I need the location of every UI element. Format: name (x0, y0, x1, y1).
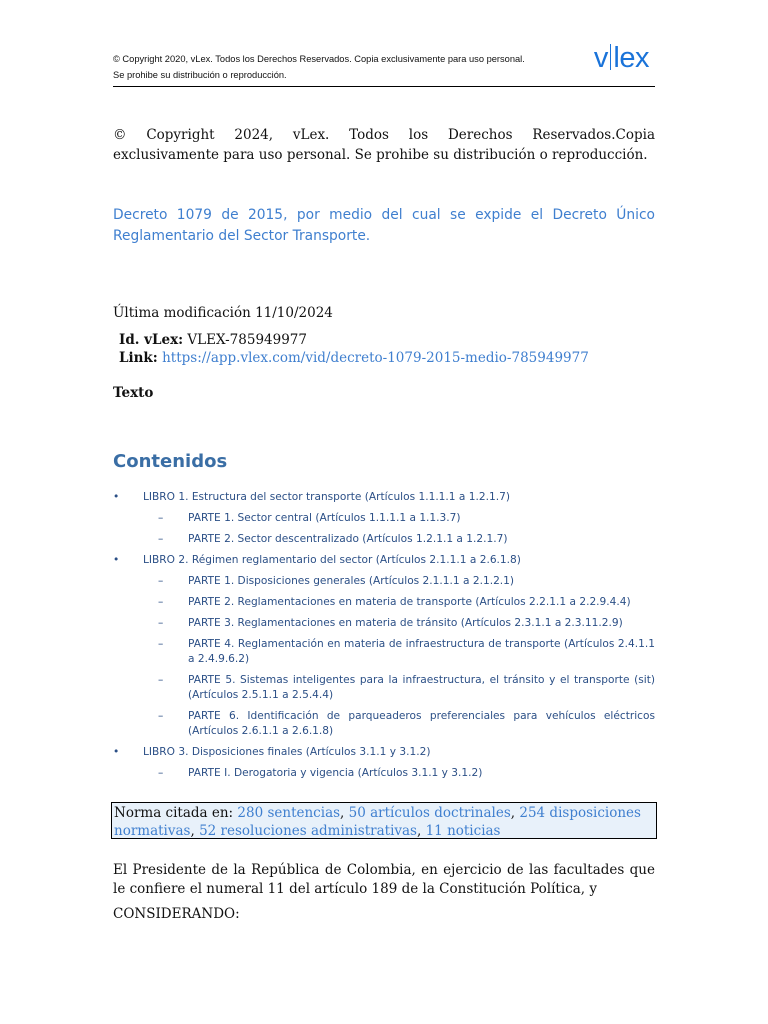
toc-parte-item[interactable] (113, 511, 655, 526)
link-label: Link: (119, 350, 158, 366)
toc-item-text[interactable]: PARTE 4. Reglamentación en materia de infraestructura de transporte (Artículos 2.4.1.1 a 2.4.9.6.2) (188, 638, 655, 665)
toc-libro-item[interactable] (113, 553, 655, 568)
toc-item-text[interactable]: PARTE 1. Sector central (Artículos 1.1.1.1 a 1.1.3.7) (188, 512, 461, 524)
link-row (119, 349, 589, 367)
texto-heading: Texto (113, 385, 154, 401)
link-resoluciones-administrativas[interactable]: 52 resoluciones administrativas (199, 823, 417, 839)
toc-item-text[interactable]: PARTE 2. Reglamentaciones en materia de transporte (Artículos 2.2.1.1 a 2.2.9.4.4) (188, 596, 631, 608)
toc-parte-item[interactable] (113, 673, 655, 703)
considerando-heading: CONSIDERANDO: (113, 906, 240, 922)
header-copyright-line1: © Copyright 2020, vLex. Todos los Derechos Reservados. Copia exclusivamente para uso personal. (113, 54, 525, 64)
copyright-notice: © Copyright 2024, vLex. Todos los Derechos Reservados.Copia exclusivamente para uso personal. Se prohibe su distribución o reproducción. (113, 127, 655, 163)
vlex-logo (594, 42, 649, 75)
logo-divider (610, 44, 612, 70)
toc-item-text[interactable]: LIBRO 2. Régimen reglamentario del sector (Artículos 2.1.1.1 a 2.6.1.8) (143, 554, 521, 566)
logo-lex: lex (613, 42, 649, 74)
dash-marker: – (158, 674, 164, 686)
dash-marker: – (158, 533, 164, 545)
bullet-marker: • (113, 746, 120, 758)
dash-marker: – (158, 767, 164, 779)
dash-marker: – (158, 596, 164, 608)
toc-libro-item[interactable] (113, 745, 655, 760)
toc-parte-item[interactable] (113, 637, 655, 667)
bullet-marker: • (113, 554, 120, 566)
separator: , (190, 823, 200, 839)
toc-item-text[interactable]: PARTE 1. Disposiciones generales (Artículos 2.1.1.1 a 2.1.2.1) (188, 575, 515, 587)
toc-item-text[interactable]: PARTE 6. Identificación de parqueaderos preferenciales para vehículos eléctricos (Artículos 2.6.1.1 a 2.6.1.8) (188, 710, 655, 737)
bullet-marker: • (113, 491, 120, 503)
toc-parte-item[interactable] (113, 766, 655, 781)
cited-label: Norma citada en: (114, 805, 234, 821)
vlex-id-value: VLEX-785949977 (187, 332, 307, 348)
dash-marker: – (158, 575, 164, 587)
preamble-paragraph: El Presidente de la República de Colombia, en ejercicio de las facultades que le confiere el numeral 11 del artículo 189 de la Constitución Política, y (113, 862, 655, 897)
header-copyright-line2: Se prohibe su distribución o reproducción. (113, 70, 287, 80)
dash-marker: – (158, 710, 164, 722)
toc-item-text[interactable]: LIBRO 1. Estructura del sector transporte (Artículos 1.1.1.1 a 1.2.1.7) (143, 491, 510, 503)
link-disposiciones-normativas[interactable]: 254 disposiciones normativas (114, 805, 641, 839)
header-copyright (113, 51, 525, 83)
vlex-id-label: Id. vLex: (119, 332, 184, 348)
toc-item-text[interactable]: PARTE 3. Reglamentaciones en materia de tránsito (Artículos 2.3.1.1 a 2.3.11.2.9) (188, 617, 623, 629)
toc-item-text[interactable]: PARTE 5. Sistemas inteligentes para la infraestructura, el tránsito y el transporte (sit) (Artículos 2.5.1.1 a 2.5.4.4) (188, 674, 655, 701)
document-title: Decreto 1079 de 2015, por medio del cual se expide el Decreto Único Reglamentario del Sector Transporte. (113, 207, 655, 244)
last-modified: Última modificación 11/10/2024 (113, 305, 333, 321)
contenidos-heading: Contenidos (113, 451, 228, 472)
vlex-id-row (119, 331, 589, 349)
toc-parte-item[interactable] (113, 532, 655, 547)
toc-item-text[interactable]: PARTE I. Derogatoria y vigencia (Artículos 3.1.1 y 3.1.2) (188, 767, 483, 779)
document-link[interactable]: https://app.vlex.com/vid/decreto-1079-2015-medio-785949977 (162, 350, 589, 366)
cited-in-box (111, 802, 657, 839)
separator: , (340, 805, 349, 821)
logo-v: v (593, 42, 608, 74)
table-of-contents (113, 490, 655, 787)
dash-marker: – (158, 638, 164, 650)
link-sentencias[interactable]: 280 sentencias (237, 805, 341, 821)
page-header (113, 42, 655, 87)
toc-item-text[interactable]: PARTE 2. Sector descentralizado (Artículos 1.2.1.1 a 1.2.1.7) (188, 533, 508, 545)
separator: , (510, 805, 520, 821)
toc-parte-item[interactable] (113, 709, 655, 739)
link-noticias[interactable]: 11 noticias (425, 823, 501, 839)
toc-parte-item[interactable] (113, 616, 655, 631)
document-meta (119, 331, 589, 367)
dash-marker: – (158, 512, 164, 524)
toc-parte-item[interactable] (113, 574, 655, 589)
dash-marker: – (158, 617, 164, 629)
toc-parte-item[interactable] (113, 595, 655, 610)
link-articulos-doctrinales[interactable]: 50 artículos doctrinales (348, 805, 511, 821)
separator: , (417, 823, 426, 839)
toc-libro-item[interactable] (113, 490, 655, 505)
toc-item-text[interactable]: LIBRO 3. Disposiciones finales (Artículos 3.1.1 y 3.1.2) (143, 746, 431, 758)
